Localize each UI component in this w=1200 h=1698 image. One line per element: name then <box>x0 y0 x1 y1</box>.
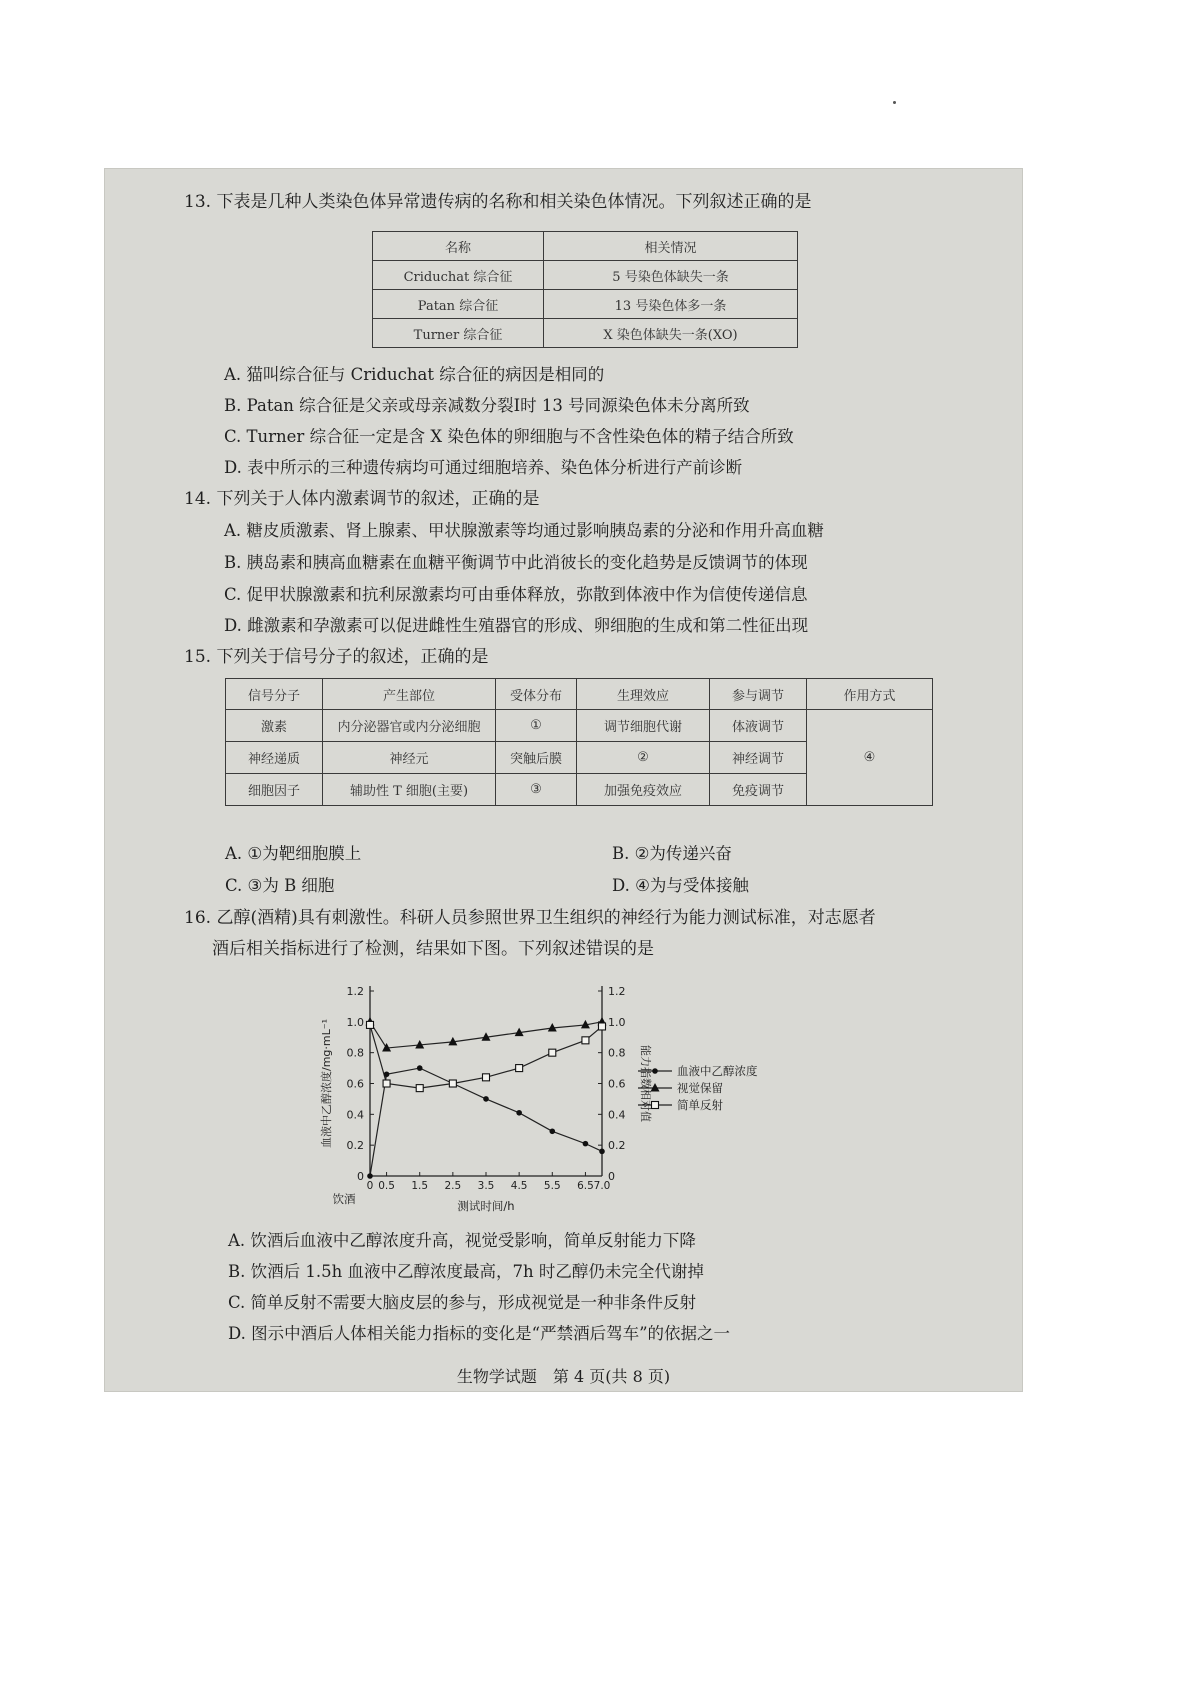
q15-header: 生理效应 <box>577 679 710 710</box>
data-point-circle <box>367 1173 373 1179</box>
q15-cell: ③ <box>496 774 577 806</box>
q13-header: 名称 <box>373 232 544 261</box>
y-axis-label-right: 能力指数相对值 <box>639 1045 652 1122</box>
data-point-circle <box>384 1071 390 1077</box>
q16-option-b: B. 饮酒后 1.5h 血液中乙醇浓度最高，7h 时乙醇仍未完全代谢掉 <box>228 1262 704 1281</box>
q13-option-c: C. Turner 综合征一定是含 X 染色体的卵细胞与不含性染色体的精子结合所致 <box>224 427 794 446</box>
q16-option-a: A. 饮酒后血液中乙醇浓度升高，视觉受影响，简单反射能力下降 <box>228 1231 696 1250</box>
q13-cell: Criduchat 综合征 <box>373 261 544 290</box>
y-tick-label-left: 0 <box>357 1170 364 1183</box>
q13-cell: Patan 综合征 <box>373 290 544 319</box>
data-point-circle <box>583 1141 589 1147</box>
q15-cell: 辅助性 T 细胞(主要) <box>323 774 496 806</box>
data-point-square <box>483 1074 490 1081</box>
x-start-label: 饮酒 <box>332 1192 356 1206</box>
q15-option-c: C. ③为 B 细胞 <box>225 876 335 895</box>
speck <box>893 101 896 104</box>
x-tick-label: 3.5 <box>477 1180 495 1192</box>
q15-header: 参与调节 <box>710 679 807 710</box>
y-tick-label-left: 0.6 <box>346 1077 364 1091</box>
q14-stem: 14. 下列关于人体内激素调节的叙述，正确的是 <box>184 489 540 509</box>
q15-cell: 加强免疫效应 <box>577 774 710 806</box>
y-tick-label-right: 0.8 <box>608 1046 626 1060</box>
q13-stem: 13. 下表是几种人类染色体异常遗传病的名称和相关染色体情况。下列叙述正确的是 <box>184 192 812 212</box>
q15-cell: 激素 <box>226 710 323 742</box>
legend-label: 血液中乙醇浓度 <box>677 1064 758 1078</box>
data-point-square <box>383 1080 390 1087</box>
data-point-square <box>416 1085 423 1092</box>
data-point-square <box>449 1080 456 1087</box>
y-tick-label-left: 0.8 <box>346 1046 364 1060</box>
y-tick-label-left: 1.2 <box>346 985 364 998</box>
q14-option-b: B. 胰岛素和胰高血糖素在血糖平衡调节中此消彼长的变化趋势是反馈调节的体现 <box>224 553 808 572</box>
legend-marker-square <box>652 1102 659 1109</box>
data-point-square <box>516 1065 523 1072</box>
page-footer: 生物学试题 第 4 页(共 8 页) <box>456 1367 671 1386</box>
q15-merged-cell: ④ <box>807 710 933 806</box>
q15-cell: 突触后膜 <box>496 742 577 774</box>
q15-cell: 体液调节 <box>710 710 807 742</box>
y-axis-label-left: 血液中乙醇浓度/mg·mL⁻¹ <box>320 1019 333 1148</box>
q16-stem-line1: 16. 乙醇(酒精)具有刺激性。科研人员参照世界卫生组织的神经行为能力测试标准，对志愿者 <box>184 908 876 928</box>
x-tick-label: 6.5 <box>577 1180 594 1192</box>
q15-cell: 神经调节 <box>710 742 807 774</box>
q14-option-d: D. 雌激素和孕激素可以促进雌性生殖器官的形成、卵细胞的生成和第二性征出现 <box>224 616 809 635</box>
q15-option-b: B. ②为传递兴奋 <box>612 844 732 863</box>
q15-option-d: D. ④为与受体接触 <box>612 876 749 895</box>
q14-option-a: A. 糖皮质激素、肾上腺素、甲状腺激素等均通过影响胰岛素的分泌和作用升高血糖 <box>224 521 824 540</box>
q16-option-c: C. 简单反射不需要大脑皮层的参与，形成视觉是一种非条件反射 <box>228 1293 697 1312</box>
q15-cell: 调节细胞代谢 <box>577 710 710 742</box>
q13-cell: X 染色体缺失一条(XO) <box>544 319 798 348</box>
q16-stem-line2: 酒后相关指标进行了检测，结果如下图。下列叙述错误的是 <box>212 939 654 959</box>
q15-cell: 免疫调节 <box>710 774 807 806</box>
q15-cell: 神经元 <box>323 742 496 774</box>
q15-cell: 神经递质 <box>226 742 323 774</box>
q15-cell: 细胞因子 <box>226 774 323 806</box>
y-tick-label-left: 0.4 <box>346 1108 364 1122</box>
q15-header: 信号分子 <box>226 679 323 710</box>
q15-option-a: A. ①为靶细胞膜上 <box>225 844 362 863</box>
x-axis-label: 测试时间/h <box>457 1199 515 1213</box>
q15-table <box>225 678 933 806</box>
legend-label: 简单反射 <box>677 1098 723 1112</box>
x-tick-label: 0.5 <box>378 1180 395 1192</box>
q13-cell: 13 号染色体多一条 <box>544 290 798 319</box>
q13-cell: 5 号染色体缺失一条 <box>544 261 798 290</box>
data-point-square <box>582 1037 589 1044</box>
x-tick-label: 5.5 <box>543 1180 561 1192</box>
x-tick-label: 4.5 <box>510 1180 528 1192</box>
x-tick-label: 0 <box>366 1180 374 1192</box>
data-point-circle <box>599 1149 605 1155</box>
q13-header: 相关情况 <box>544 232 798 261</box>
data-point-circle <box>516 1110 522 1116</box>
q13-cell: Turner 综合征 <box>373 319 544 348</box>
data-point-square <box>549 1049 556 1056</box>
x-tick-label: 7.0 <box>593 1180 611 1192</box>
data-point-circle <box>483 1096 489 1102</box>
y-tick-label-right: 1.0 <box>608 1015 626 1029</box>
legend-label: 视觉保留 <box>677 1081 723 1095</box>
x-tick-label: 2.5 <box>444 1180 462 1192</box>
q13-option-d: D. 表中所示的三种遗传病均可通过细胞培养、染色体分析进行产前诊断 <box>224 458 743 477</box>
y-tick-label-left: 0.2 <box>346 1139 364 1153</box>
y-tick-label-right: 0.6 <box>608 1077 626 1091</box>
q15-cell: ① <box>496 710 577 742</box>
y-tick-label-right: 0.4 <box>608 1108 626 1122</box>
y-tick-label-left: 1.0 <box>346 1015 364 1029</box>
q14-option-c: C. 促甲状腺激素和抗利尿激素均可由垂体释放，弥散到体液中作为信使传递信息 <box>224 585 808 604</box>
q15-header: 产生部位 <box>323 679 496 710</box>
x-tick-label: 1.5 <box>411 1180 429 1192</box>
q13-option-b: B. Patan 综合征是父亲或母亲减数分裂Ⅰ时 13 号同源染色体未分离所致 <box>224 396 750 415</box>
q15-cell: ② <box>577 742 710 774</box>
q13-table <box>372 231 798 348</box>
series-line-circle <box>370 1068 602 1176</box>
q15-stem: 15. 下列关于信号分子的叙述，正确的是 <box>184 647 489 667</box>
q15-header: 受体分布 <box>496 679 577 710</box>
exam-page <box>104 168 1023 1392</box>
y-tick-label-right: 0 <box>608 1170 615 1183</box>
data-point-circle <box>417 1065 423 1071</box>
data-point-circle <box>549 1128 555 1134</box>
data-point-square <box>367 1021 374 1028</box>
q16-option-d: D. 图示中酒后人体相关能力指标的变化是“严禁酒后驾车”的依据之一 <box>228 1324 731 1343</box>
q15-cell: 内分泌器官或内分泌细胞 <box>323 710 496 742</box>
legend-marker-circle <box>652 1068 658 1074</box>
q13-option-a: A. 猫叫综合征与 Criduchat 综合征的病因是相同的 <box>224 365 605 384</box>
y-tick-label-right: 0.2 <box>608 1139 626 1153</box>
q15-header: 作用方式 <box>807 679 933 710</box>
data-point-square <box>599 1023 606 1030</box>
y-tick-label-right: 1.2 <box>608 985 626 998</box>
q16-chart <box>300 976 820 1216</box>
